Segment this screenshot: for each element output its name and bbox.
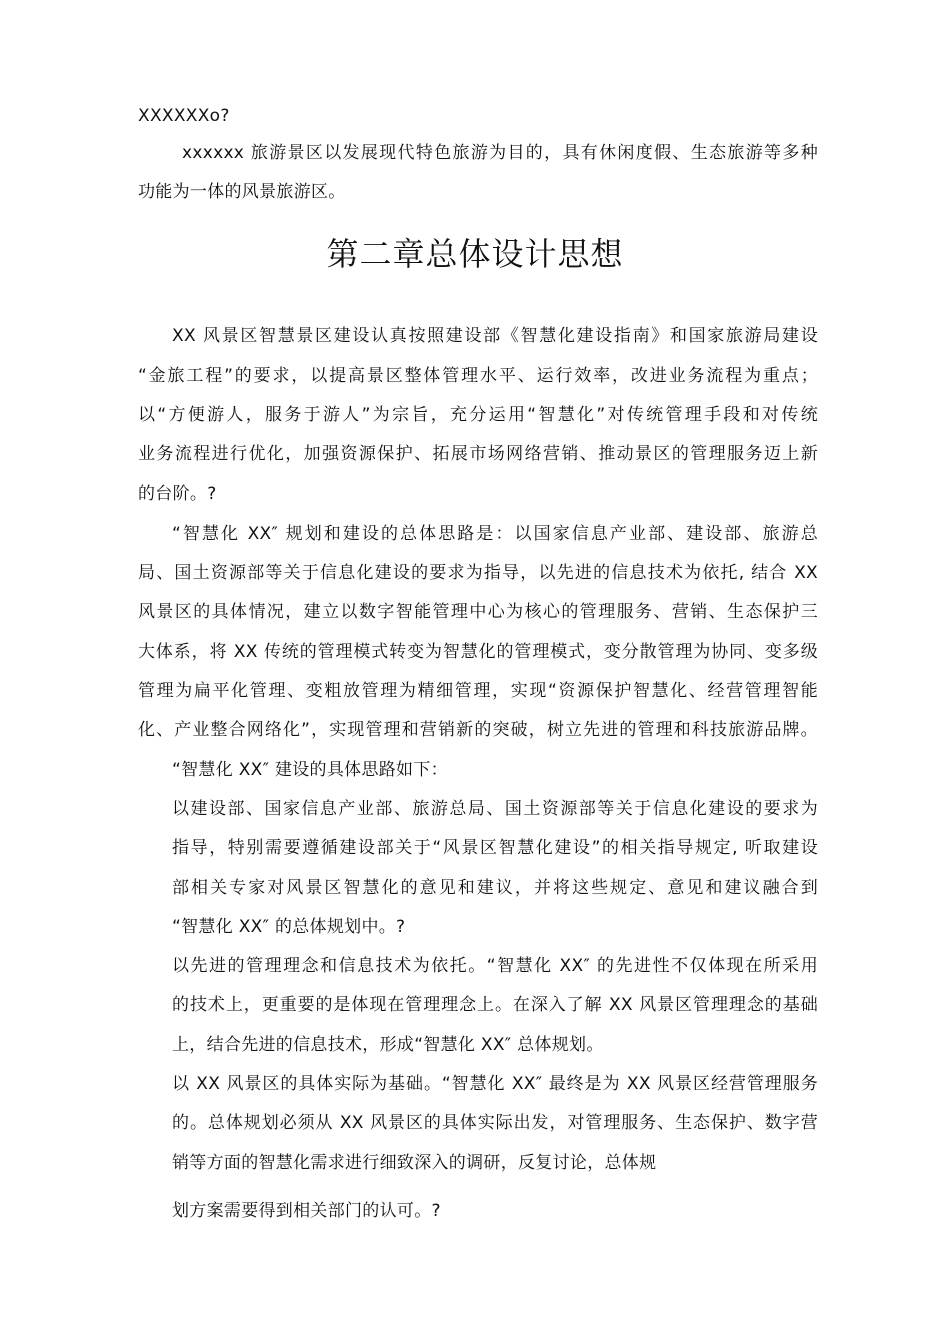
paragraph-2-line-3: 风景区的具体情况，建立以数字智能管理中心为核心的管理服务、营销、生态保护三 — [138, 602, 818, 622]
paragraph-1-line-1: XX 风景区智慧景区建设认真按照建设部《智慧化建设指南》和国家旅游局建设 — [172, 326, 818, 346]
chapter-title: 第二章总体设计思想 — [326, 235, 624, 273]
paragraph-2-line-2: 局、国土资源部等关于信息化建设的要求为指导，以先进的信息技术为依托, 结合 XX — [138, 563, 818, 583]
list-item-3-line-4: 划方案需要得到相关部门的认可。? — [172, 1201, 441, 1221]
list-item-3-line-2: 的。总体规划必须从 XX 风景区的具体实际出发，对管理服务、生态保护、数字营 — [172, 1113, 818, 1133]
paragraph-intro-line-2: 功能为一体的风景旅游区。 — [138, 182, 346, 202]
paragraph-3-line-1: “智慧化 XX″ 建设的具体思路如下： — [172, 760, 448, 780]
list-item-3-line-3: 销等方面的智慧化需求进行细致深入的调研，反复讨论，总体规 — [172, 1153, 657, 1173]
paragraph-2-line-6: 化、产业整合网络化”，实现管理和营销新的突破，树立先进的管理和科技旅游品牌。 — [138, 720, 818, 740]
list-item-1-line-3: 部相关专家对风景区智慧化的意见和建议，并将这些规定、意见和建议融合到 — [172, 878, 818, 898]
paragraph-1-line-5: 的台阶。? — [138, 484, 217, 504]
paragraph-intro-line-1: xxxxxx 旅游景区以发展现代特色旅游为目的，具有休闲度假、生态旅游等多种 — [182, 143, 818, 163]
paragraph-1-line-2: “金旅工程”的要求，以提高景区整体管理水平、运行效率，改进业务流程为重点； — [138, 366, 818, 386]
list-item-2-line-2: 的技术上，更重要的是体现在管理理念上。在深入了解 XX 风景区管理理念的基础 — [172, 995, 818, 1015]
text-line: XXXXXXo? — [138, 106, 230, 126]
list-item-1-line-4: “智慧化 XX″ 的总体规划中。? — [172, 917, 406, 937]
list-item-1-line-1: 以建设部、国家信息产业部、旅游总局、国土资源部等关于信息化建设的要求为 — [172, 799, 818, 819]
list-item-1-line-2: 指导，特别需要遵循建设部关于“风景区智慧化建设”的相关指导规定, 听取建设 — [172, 838, 818, 858]
paragraph-2-line-4: 大体系，将 XX 传统的管理模式转变为智慧化的管理模式，变分散管理为协同、变多级 — [138, 642, 818, 662]
list-item-3-line-1: 以 XX 风景区的具体实际为基础。“智慧化 XX″ 最终是为 XX 风景区经营管理服务 — [172, 1074, 818, 1094]
paragraph-2-line-5: 管理为扁平化管理、变粗放管理为精细管理，实现“资源保护智慧化、经营管理智能 — [138, 681, 818, 701]
paragraph-1-line-3: 以“方便游人，服务于游人”为宗旨，充分运用“智慧化”对传统管理手段和对传统 — [138, 405, 818, 425]
list-item-2-line-3: 上，结合先进的信息技术，形成“智慧化 XX″ 总体规划。 — [172, 1035, 604, 1055]
paragraph-2-line-1: “智慧化 XX″ 规划和建设的总体思路是：以国家信息产业部、建设部、旅游总 — [172, 524, 818, 544]
list-item-2-line-1: 以先进的管理理念和信息技术为依托。“智慧化 XX″ 的先进性不仅体现在所采用 — [172, 956, 818, 976]
paragraph-1-line-4: 业务流程进行优化，加强资源保护、拓展市场网络营销、推动景区的管理服务迈上新 — [138, 444, 818, 464]
